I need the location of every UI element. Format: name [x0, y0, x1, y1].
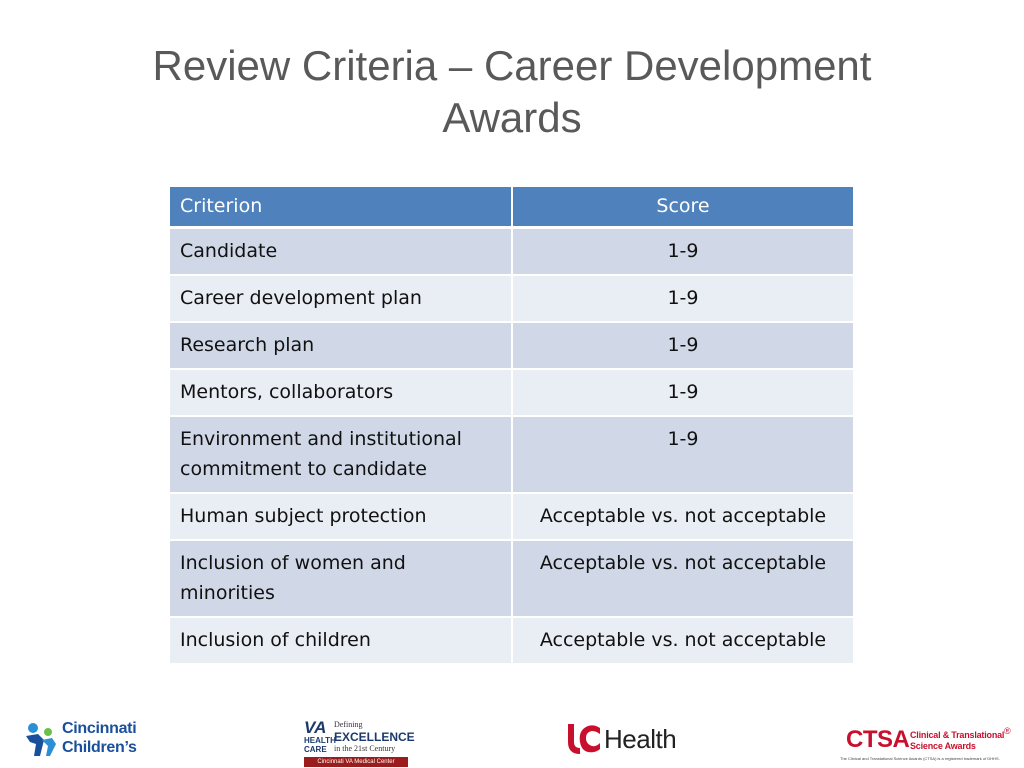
ctsa-abbr: CTSA: [846, 726, 910, 753]
score-cell: 1-9: [512, 275, 854, 322]
criterion-cell: Research plan: [170, 322, 512, 369]
cincinnati-childrens-logo: [22, 720, 152, 760]
uc-monogram-icon: [566, 722, 602, 756]
criteria-table: [170, 187, 855, 665]
va-care: CARE: [304, 745, 327, 754]
va-health: HEALTH: [304, 736, 336, 745]
criterion-cell: Environment and institutional commitment to candidate: [170, 416, 512, 493]
cincinnati-line2: Children’s: [62, 739, 137, 756]
score-cell: Acceptable vs. not acceptable: [512, 493, 854, 540]
criterion-cell: Mentors, collaborators: [170, 369, 512, 416]
ctsa-line2: Science Awards: [910, 741, 976, 751]
table-row: [170, 416, 854, 493]
criterion-cell: Inclusion of children: [170, 617, 512, 664]
table-row: [170, 493, 854, 540]
ctsa-logo: [840, 726, 1020, 766]
header-criterion: Criterion: [170, 187, 512, 227]
header-score: Score: [512, 187, 854, 227]
criterion-cell: Career development plan: [170, 275, 512, 322]
criterion-cell: Human subject protection: [170, 493, 512, 540]
ctsa-fine-print: The Clinical and Translational Science Awards (CTSA) is a registered trademark of DHHS.: [840, 756, 1000, 761]
score-cell: Acceptable vs. not acceptable: [512, 540, 854, 617]
footer-logos: [0, 712, 1024, 768]
va-mark: [304, 718, 336, 756]
criterion-cell: Inclusion of women and minorities: [170, 540, 512, 617]
va-defining: Defining: [334, 720, 363, 729]
table-row: [170, 369, 854, 416]
table-header-row: [170, 187, 854, 227]
uc-health-logo: [566, 722, 690, 758]
table-row: [170, 275, 854, 322]
slide-title-line2: Awards: [442, 94, 582, 141]
va-century: in the 21st Century: [334, 744, 396, 753]
ctsa-registered-mark: ®: [1004, 726, 1011, 736]
cincinnati-line1: Cincinnati: [62, 720, 137, 737]
va-letters: VA: [304, 718, 327, 737]
va-center-bar: Cincinnati VA Medical Center: [304, 757, 408, 767]
table-row: [170, 540, 854, 617]
score-cell: 1-9: [512, 227, 854, 275]
table-row: [170, 322, 854, 369]
child-figure-icon: [22, 722, 58, 758]
ctsa-line1: Clinical & Translational: [910, 730, 1005, 740]
table-row: [170, 617, 854, 664]
slide-title-line1: Review Criteria – Career Development: [152, 42, 872, 89]
va-logo: [304, 718, 415, 766]
slide-title: [60, 40, 964, 144]
score-cell: Acceptable vs. not acceptable: [512, 617, 854, 664]
va-excellence: EXCELLENCE: [334, 730, 415, 744]
score-cell: 1-9: [512, 322, 854, 369]
table-row: [170, 227, 854, 275]
criterion-cell: Candidate: [170, 227, 512, 275]
uc-health-text: Health: [604, 724, 677, 754]
score-cell: 1-9: [512, 369, 854, 416]
score-cell: 1-9: [512, 416, 854, 493]
